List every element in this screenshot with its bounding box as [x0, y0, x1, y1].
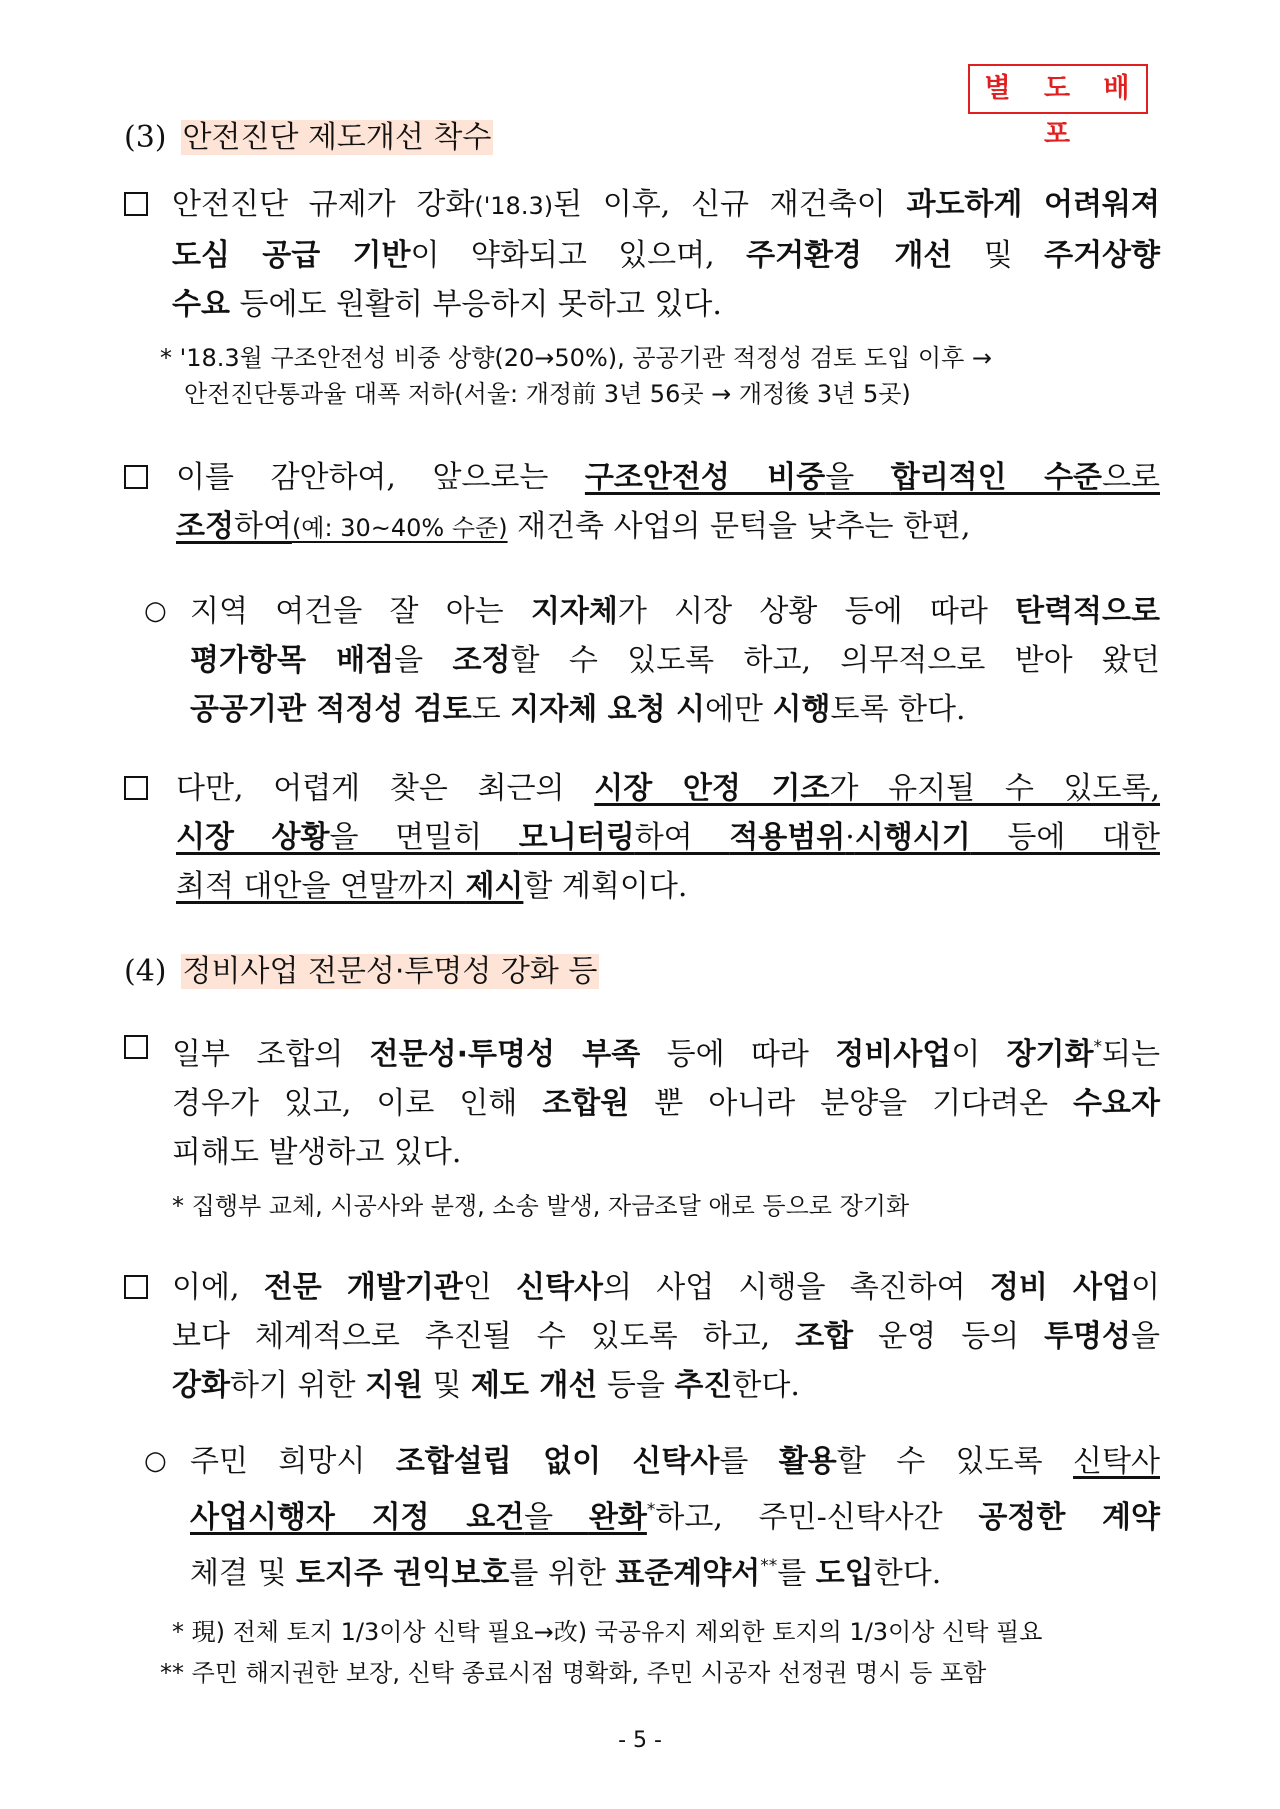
section-3-paragraph-3: 지역 여건을 잘 아는 지자체가 시장 상황 등에 따라 탄력적으로 평가항목 배점을 조정할 수 있도록 하고, 의무적으로 받아 왔던 공공기관 적정성 검토도 지자체 요청 시에만 시행토록 한다.	[190, 594, 1160, 727]
section-3-heading	[124, 118, 493, 158]
checkbox-bullet	[124, 180, 148, 216]
section-3-title: 안전진단 제도개선 착수	[182, 120, 492, 155]
section-3-paragraph-1: 안전진단 규제가 강화('18.3)된 이후, 신규 재건축이 과도하게 어려워져 도심 공급 기반이 약화되고 있으며, 주거환경 개선 및 주거상향 수요 등에도 원활히 부응하지 못하고 있다.	[172, 187, 1161, 322]
section-4-paragraph-2: 이에, 전문 개발기관인 신탁사의 사업 시행을 촉진하여 정비 사업이 보다 체계적으로 추진될 수 있도록 하고, 조합 운영 등의 투명성을 강화하기 위한 지원 및 제도 개선 등을 추진한다.	[172, 1270, 1160, 1403]
separate-distribution-stamp: 별 도 배 포	[968, 64, 1148, 114]
section-4-heading	[124, 952, 599, 992]
checkbox-bullet	[124, 1023, 148, 1059]
circle-bullet: ○	[144, 596, 167, 626]
section-3-number: (3)	[124, 120, 167, 155]
section-3-paragraph-4: 다만, 어렵게 찾은 최근의 시장 안정 기조가 유지될 수 있도록, 시장 상황을 면밀히 모니터링하여 적용범위·시행시기 등에 대한 최적 대안을 연말까지 제시할 계획이다.	[176, 771, 1161, 904]
section-3-paragraph-2: 이를 감안하여, 앞으로는 구조안전성 비중을 합리적인 수준으로 조정하여(예: 30~40% 수준) 재건축 사업의 문턱을 낮추는 한편,	[176, 460, 1160, 544]
page-number: - 5 -	[618, 1728, 662, 1753]
section-4-footnote-3: ** 주민 해지권한 보장, 신탁 종료시점 명확화, 주민 시공자 선정권 명시 등 포함	[160, 1659, 987, 1687]
checkbox-bullet	[124, 764, 148, 800]
circle-bullet: ○	[144, 1446, 167, 1476]
section-4-title: 정비사업 전문성·투명성 강화 등	[182, 954, 598, 989]
section-4-number: (4)	[124, 954, 167, 989]
checkbox-bullet	[124, 1263, 148, 1299]
section-3-footnote-1: * '18.3월 구조안전성 비중 상향(20→50%), 공공기관 적정성 검토 도입 이후 → 안전진단통과율 대폭 저하(서울: 개정前 3년 56곳 → 개정後 3년 5곳)	[160, 344, 993, 408]
section-4-paragraph-3: 주민 희망시 조합설립 없이 신탁사를 활용할 수 있도록 신탁사 사업시행자 지정 요건을 완화*하고, 주민-신탁사간 공정한 계약 체결 및 토지주 권익보호를 위한 표준계약서**를 도입한다.	[190, 1444, 1160, 1591]
checkbox-bullet	[124, 453, 148, 489]
section-4-paragraph-1: 일부 조합의 전문성·투명성 부족 등에 따라 정비사업이 장기화*되는 경우가 있고, 이로 인해 조합원 뿐 아니라 분양을 기다려온 수요자 피해도 발생하고 있다.	[172, 1037, 1160, 1170]
section-4-footnote-2: * 現) 전체 토지 1/3이상 신탁 필요→改) 국공유지 제외한 토지의 1/3이상 신탁 필요	[172, 1618, 1043, 1646]
section-4-footnote-1: * 집행부 교체, 시공사와 분쟁, 소송 발생, 자금조달 애로 등으로 장기화	[172, 1192, 910, 1220]
